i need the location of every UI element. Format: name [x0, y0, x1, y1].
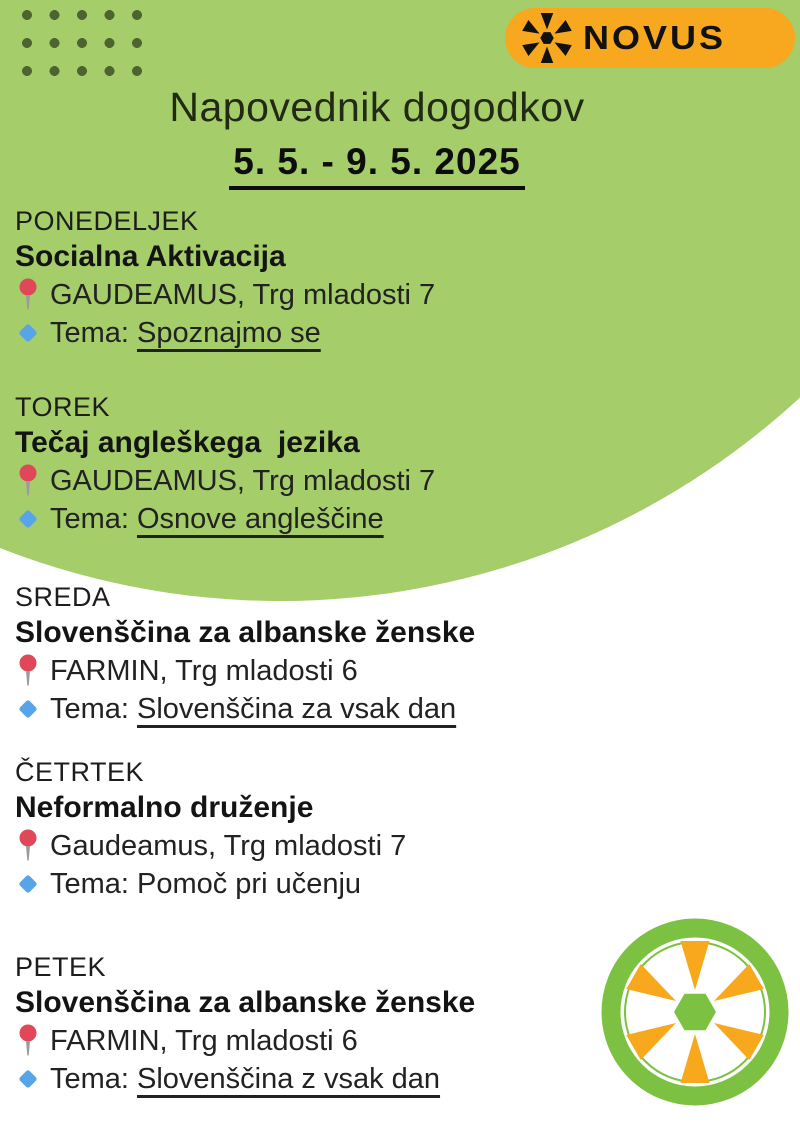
- tema-text: [50, 868, 361, 901]
- event-friday: [15, 951, 635, 1098]
- tema-row: [15, 1060, 635, 1098]
- event-location: GAUDEAMUS, Trg mladosti 7: [50, 464, 436, 497]
- event-thursday: [15, 756, 635, 903]
- tema-text: [50, 1063, 440, 1096]
- blue-diamond-icon: [15, 1069, 41, 1089]
- event-title: Neformalno druženje: [15, 791, 314, 824]
- location-row: [15, 462, 635, 500]
- tema-topic: Spoznajmo se: [136, 316, 321, 349]
- event-title: Slovenščina za albanske ženske: [15, 616, 476, 649]
- tema-row: [15, 690, 635, 728]
- location-row: [15, 652, 635, 690]
- tema-text: [50, 503, 384, 536]
- location-pin-icon: [15, 464, 41, 499]
- page-title: Napovednik dogodkov: [169, 84, 585, 130]
- novus-asterisk-icon: [521, 12, 573, 64]
- date-range-wrap: [0, 141, 754, 190]
- tema-row: [15, 314, 635, 352]
- tema-topic: Slovenščina za vsak dan: [136, 692, 457, 725]
- location-pin-icon: [15, 1024, 41, 1059]
- event-location: Gaudeamus, Trg mladosti 7: [50, 829, 407, 862]
- event-wednesday: [15, 581, 635, 728]
- event-title: Tečaj angleškega jezika: [15, 426, 360, 459]
- day-label: PONEDELJEK: [15, 206, 199, 236]
- blue-diamond-icon: [15, 699, 41, 719]
- blue-diamond-icon: [15, 323, 41, 343]
- location-row: [15, 1022, 635, 1060]
- tema-topic: Pomoč pri učenju: [136, 867, 362, 900]
- day-label: ČETRTEK: [15, 757, 145, 787]
- tema-label: Tema:: [50, 316, 129, 349]
- novus-wordmark: NOVUS: [583, 18, 727, 57]
- tema-text: [50, 693, 456, 726]
- blue-diamond-icon: [15, 874, 41, 894]
- day-label: TOREK: [15, 392, 111, 422]
- blue-diamond-icon: [15, 509, 41, 529]
- event-location: GAUDEAMUS, Trg mladosti 7: [50, 278, 436, 311]
- novus-logo: [505, 8, 795, 68]
- event-tuesday: [15, 391, 635, 538]
- tema-topic: Slovenščina z vsak dan: [136, 1062, 441, 1095]
- tema-label: Tema:: [50, 692, 129, 725]
- event-monday: [15, 205, 635, 352]
- event-title: Slovenščina za albanske ženske: [15, 986, 476, 1019]
- location-row: [15, 827, 635, 865]
- location-row: [15, 276, 635, 314]
- event-location: FARMIN, Trg mladosti 6: [50, 654, 358, 687]
- tema-label: Tema:: [50, 502, 129, 535]
- location-pin-icon: [15, 278, 41, 313]
- location-pin-icon: [15, 654, 41, 689]
- event-location: FARMIN, Trg mladosti 6: [50, 1024, 358, 1057]
- tema-row: [15, 500, 635, 538]
- tema-text: [50, 317, 321, 350]
- tema-row: [15, 865, 635, 903]
- day-label: PETEK: [15, 952, 107, 982]
- tema-label: Tema:: [50, 1062, 129, 1095]
- event-title: Socialna Aktivacija: [15, 240, 286, 273]
- novus-emblem-icon: [600, 917, 790, 1107]
- tema-topic: Osnove angleščine: [136, 502, 384, 535]
- dot-grid-decoration: [20, 7, 159, 87]
- date-range: 5. 5. - 9. 5. 2025: [229, 141, 524, 190]
- location-pin-icon: [15, 829, 41, 864]
- day-label: SREDA: [15, 582, 111, 612]
- tema-label: Tema:: [50, 867, 129, 900]
